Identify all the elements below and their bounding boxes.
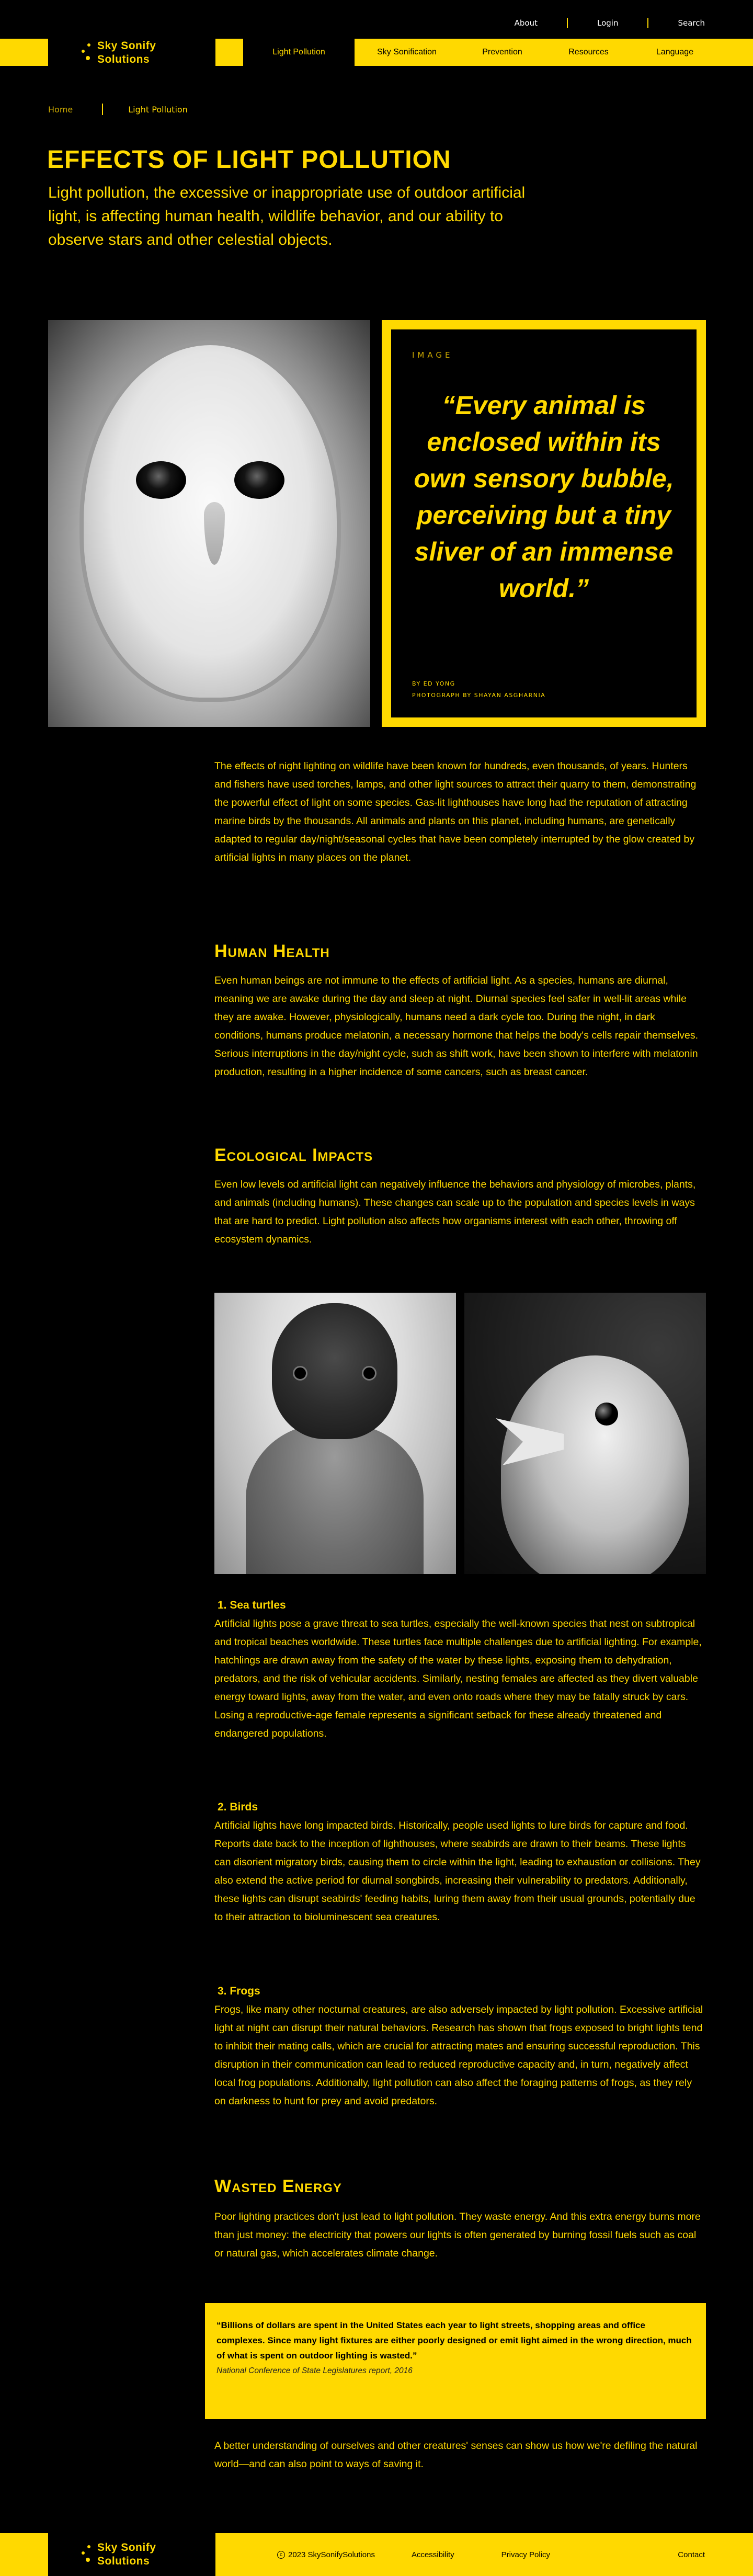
human-health-heading: Human Health: [214, 941, 330, 961]
birds-paragraph: Artificial lights have long impacted birds. Historically, people used lights to lure birds for capture and food. Reports date back to the inception of lighthouses, where seabirds are drawn to their beams. These lights can disorient migratory birds, causing them to circle within the light, leading to exhaustion or collisions. They also extend the active period for diurnal songbirds, increasing their vulnerability to predators. Additionally, these lights can disrupt seabirds' feeding habits, luring them away from their usual grounds, potentially due to their attraction to bioluminescent sea creatures.: [214, 1820, 701, 1923]
footer-logo[interactable]: [48, 2533, 215, 2576]
page-title: EFFECTS OF LIGHT POLLUTION: [47, 146, 451, 174]
about-link[interactable]: About: [514, 18, 538, 28]
wasted-energy-heading: Wasted Energy: [214, 2176, 342, 2196]
frogs-paragraph: Frogs, like many other nocturnal creatures, are also adversely impacted by light pollution. Excessive artificial light at night can disrupt their natural behaviors. Research has shown that frogs exposed to bright lights tend to inhibit their mating calls, which are crucial for attracting mates and ensuring successful reproduction. This disruption in their communication can lead to reduced reproductive capacity and, in turn, negatively affect local frog populations. Additionally, light pollution can also affect the foraging patterns of frogs, as they rely on darkness to hunt for prey and avoid predators.: [214, 2004, 703, 2107]
birds-heading: 2. Birds: [218, 1801, 258, 1813]
brand-line-2: Solutions: [97, 53, 150, 65]
utility-nav: [515, 18, 705, 28]
ecological-heading: Ecological Impacts: [214, 1145, 373, 1165]
login-link[interactable]: Login: [597, 18, 619, 28]
closing-paragraph: A better understanding of ourselves and other creatures' senses can show us how we're defiling the natural world—and can also point to ways of saving it.: [214, 2440, 698, 2470]
contact-link[interactable]: Contact: [678, 2550, 705, 2559]
bird-photo: [464, 1293, 706, 1574]
sea-turtles-heading: 1. Sea turtles: [218, 1599, 286, 1611]
copyright-text: 2023 SkySonifySolutions: [288, 2550, 375, 2559]
callout-text: “Billions of dollars are spent in the United States each year to light streets, shopping areas and office complexes. Since many light fixtures are either poorly designed or emit light aimed in the wrong direction, much of what is spent on outdoor lighting is wasted.”: [216, 2320, 692, 2361]
callout-quote: [205, 2303, 706, 2419]
main-nav: [243, 39, 718, 66]
footer-links: [277, 2533, 705, 2576]
sea-turtles-paragraph: Artificial lights pose a grave threat to sea turtles, especially the well-known species that nest on subtropical and tropical beaches worldwide. These turtles face multiple challenges due to artificial lighting. For example, hatchlings are drawn away from the safety of the water by these lights, exposing them to dehydration, predators, and the risk of vehicular accidents. Similarly, nesting females are affected as they divert valuable energy toward lights, away from the water, and even onto roads where they may be fatally struck by cars. Losing a reproductive-age female represents a significant setback for these already threatened and endangered populations.: [214, 1618, 702, 1739]
photo-credit: PHOTOGRAPH BY SHAYAN ASGHARNIA: [412, 692, 546, 699]
wasted-energy-paragraph: Poor lighting practices don't just lead to light pollution. They waste energy. And this extra energy burns more than just money: the electricity that powers our lights is often generated by burning fossil fuels such as coal or natural gas, which accelerates climate change.: [214, 2211, 701, 2259]
quote-label: IMAGE: [412, 350, 453, 360]
nav-sky-sonification[interactable]: Sky Sonification: [377, 48, 437, 56]
breadcrumb: [48, 104, 188, 115]
breadcrumb-current: Light Pollution: [128, 104, 188, 115]
nav-resources[interactable]: Resources: [568, 48, 609, 56]
copyright: [277, 2550, 375, 2559]
dots-logo-icon: [81, 42, 91, 63]
brand-line-2: Solutions: [97, 2555, 150, 2567]
nav-language[interactable]: Language: [656, 48, 694, 56]
search-link[interactable]: Search: [678, 18, 705, 28]
hero-quote: “Every animal is enclosed within its own sensory bubble, perceiving but a tiny sliver of an immense world.”: [414, 391, 674, 603]
breadcrumb-home[interactable]: Home: [48, 104, 73, 115]
brand-name: [97, 39, 156, 66]
callout-source: National Conference of State Legislatures report, 2016: [216, 2366, 413, 2375]
divider: [647, 18, 648, 28]
ecological-paragraph: Even low levels od artificial light can negatively influence the behaviors and physiology of microbes, plants, and animals (including humans). These changes can scale up to the population and species levels in ways that are hard to predict. Light pollution also affects how organisms interest with each other, throwing off ecosystem dynamics.: [214, 1179, 696, 1245]
sea-turtle-photo: [214, 1293, 456, 1574]
quote-byline: BY ED YONG: [412, 680, 455, 687]
divider: [102, 104, 103, 115]
copyright-icon: c: [277, 2551, 285, 2559]
owl-photo: [48, 320, 370, 727]
nav-prevention[interactable]: Prevention: [482, 48, 522, 56]
divider: [567, 18, 568, 28]
logo[interactable]: [48, 31, 215, 74]
privacy-policy-link[interactable]: Privacy Policy: [501, 2550, 550, 2559]
opening-paragraph: The effects of night lighting on wildlife have been known for hundreds, even thousands, of years. Hunters and fishers have used torches, lamps, and other light sources to attract their quarry to them, demonstrating the powerful effect of light on some species. Gas-lit lighthouses have long had the reputation of attracting marine birds by the thousands. All animals and plants on this planet, including humans, are genetically adapted to regular day/night/seasonal cycles that have been completely interrupted by the glow created by artificial lights in many places on the planet.: [214, 760, 697, 863]
footer-brand-name: [97, 2541, 156, 2568]
hero-quote-card: [382, 320, 706, 727]
frogs-heading: 3. Frogs: [218, 1985, 260, 1997]
dots-logo-icon: [81, 2544, 91, 2565]
nav-light-pollution[interactable]: Light Pollution: [243, 39, 355, 66]
page-intro: Light pollution, the excessive or inappropriate use of outdoor artificial light, is affecting human health, wildlife behavior, and our ability to observe stars and other celestial objects.: [48, 184, 526, 248]
brand-line-1: Sky Sonify: [97, 2541, 156, 2554]
brand-line-1: Sky Sonify: [97, 40, 156, 52]
accessibility-link[interactable]: Accessibility: [411, 2550, 454, 2559]
human-health-paragraph: Even human beings are not immune to the effects of artificial light. As a species, humans are diurnal, meaning we are awake during the day and sleep at night. Diurnal species feel safer in well-lit areas while they are awake. However, physiologically, humans need a dark cycle too. During the night, in dark conditions, humans produce melatonin, a necessary hormone that helps the body's cells repair themselves. Serious interruptions in the day/night cycle, such as shift work, have been shown to interfere with melatonin production, resulting in a higher incidence of some cancers, such as breast cancer.: [214, 975, 699, 1078]
